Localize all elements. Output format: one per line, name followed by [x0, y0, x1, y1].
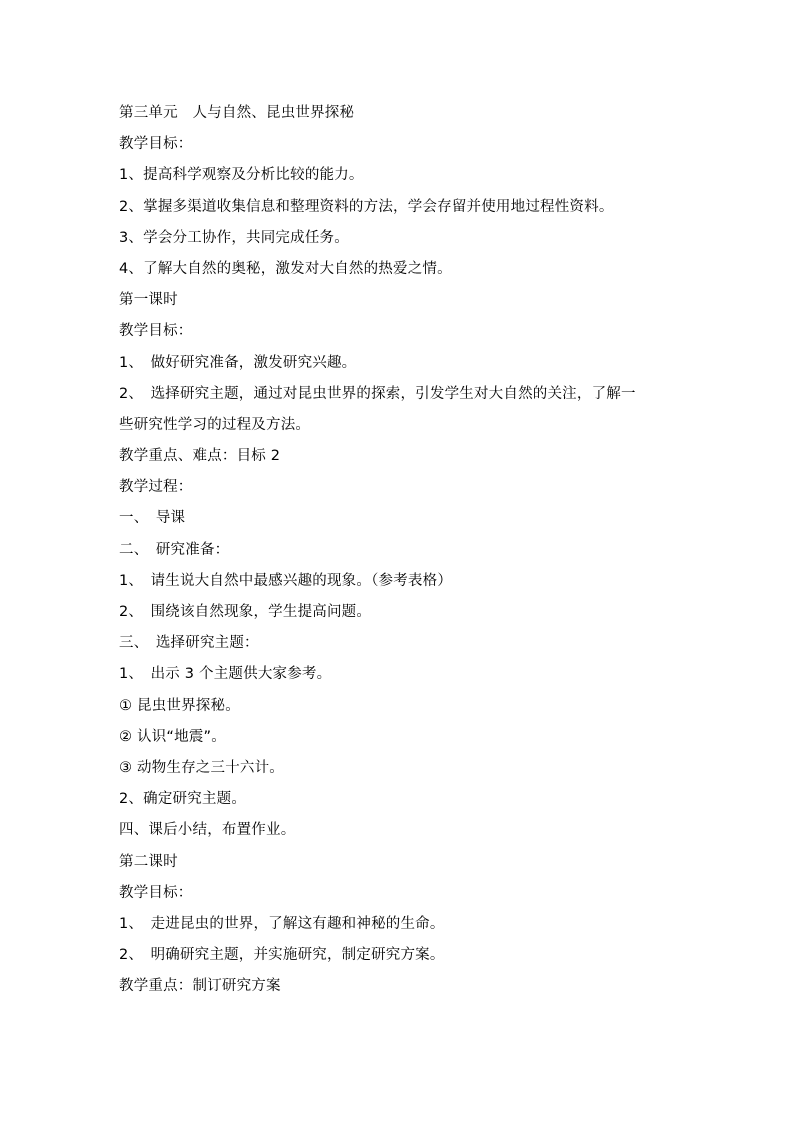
list-item: 1、 做好研究准备，激发研究兴趣。	[119, 354, 357, 371]
list-item: 3、学会分工协作，共同完成任务。	[119, 229, 349, 246]
list-item: 2、 围绕该自然现象，学生提高问题。	[119, 604, 372, 620]
list-item: 一、 导课	[119, 510, 186, 527]
section-heading: 教学重点、难点：目标 2	[119, 448, 281, 465]
lesson-heading: 第二课时	[119, 853, 178, 870]
list-item: 2、 选择研究主题，通过对昆虫世界的探索，引发学生对大自然的关注，了解一	[119, 385, 636, 402]
section-heading: 教学目标：	[119, 323, 193, 340]
list-item: 2、掌握多渠道收集信息和整理资料的方法，学会存留并使用地过程性资料。	[119, 198, 614, 215]
section-heading: 教学目标：	[119, 136, 193, 153]
list-item: 四、课后小结，布置作业。	[119, 822, 296, 839]
list-item: 1、 走进昆虫的世界，了解这有趣和神秘的生命。	[119, 915, 445, 932]
unit-title: 第三单元 人与自然、昆虫世界探秘	[119, 105, 355, 121]
list-item: ① 昆虫世界探秘。	[119, 697, 240, 714]
list-item: 1、提高科学观察及分析比较的能力。	[119, 167, 364, 184]
section-heading: 教学重点：制订研究方案	[119, 978, 281, 995]
list-item: ② 认识“地震”。	[119, 728, 226, 745]
list-item: 2、 明确研究主题，并实施研究，制定研究方案。	[119, 947, 445, 964]
list-item: 2、确定研究主题。	[119, 791, 247, 808]
list-item: 4、了解大自然的奥秘，激发对大自然的热爱之情。	[119, 260, 452, 277]
list-item: 1、 出示 3 个主题供大家参考。	[119, 666, 332, 683]
list-item-continuation: 些研究性学习的过程及方法。	[119, 416, 311, 433]
document-body	[119, 98, 679, 1002]
lesson-heading: 第一课时	[119, 292, 178, 309]
list-item: 三、 选择研究主题：	[119, 635, 259, 652]
section-heading: 教学过程：	[119, 479, 193, 496]
list-item: ③ 动物生存之三十六计。	[119, 759, 285, 776]
section-heading: 教学目标：	[119, 884, 193, 901]
list-item: 1、 请生说大自然中最感兴趣的现象。（参考表格）	[119, 572, 453, 589]
list-item: 二、 研究准备：	[119, 541, 230, 558]
